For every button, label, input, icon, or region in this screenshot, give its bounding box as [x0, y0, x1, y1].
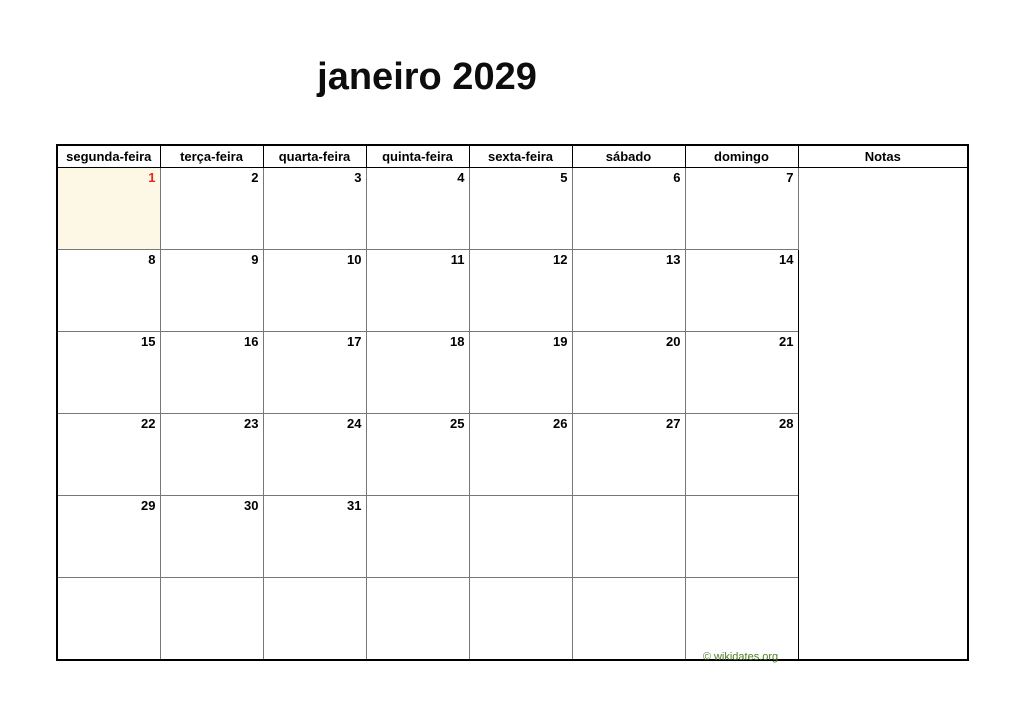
day-cell-21: 21 — [685, 332, 798, 414]
day-cell-empty — [57, 578, 160, 661]
day-cell-25: 25 — [366, 414, 469, 496]
day-cell-empty — [572, 496, 685, 578]
week-row-1 — [57, 168, 968, 250]
day-cell-22: 22 — [57, 414, 160, 496]
day-cell-13: 13 — [572, 250, 685, 332]
day-cell-6: 6 — [572, 168, 685, 250]
day-cell-empty — [366, 578, 469, 661]
day-cell-empty — [160, 578, 263, 661]
header-quinta-feira: quinta-feira — [366, 145, 469, 168]
day-cell-empty — [366, 496, 469, 578]
day-cell-20: 20 — [572, 332, 685, 414]
day-cell-11: 11 — [366, 250, 469, 332]
day-cell-4: 4 — [366, 168, 469, 250]
header-sabado: sábado — [572, 145, 685, 168]
day-cell-16: 16 — [160, 332, 263, 414]
day-cell-5: 5 — [469, 168, 572, 250]
copyright-text: © wikidates.org — [702, 651, 779, 663]
day-cell-3: 3 — [263, 168, 366, 250]
day-cell-27: 27 — [572, 414, 685, 496]
weekday-header-row — [57, 145, 968, 168]
day-cell-empty — [685, 496, 798, 578]
day-cell-30: 30 — [160, 496, 263, 578]
day-cell-24: 24 — [263, 414, 366, 496]
day-cell-2: 2 — [160, 168, 263, 250]
day-cell-empty — [572, 578, 685, 661]
header-sexta-feira: sexta-feira — [469, 145, 572, 168]
header-quarta-feira: quarta-feira — [263, 145, 366, 168]
header-terca-feira: terça-feira — [160, 145, 263, 168]
day-cell-7: 7 — [685, 168, 798, 250]
day-cell-9: 9 — [160, 250, 263, 332]
page-title: janeiro 2029 — [317, 56, 537, 98]
day-cell-18: 18 — [366, 332, 469, 414]
day-cell-empty — [685, 578, 798, 661]
header-domingo: domingo — [685, 145, 798, 168]
day-cell-empty — [469, 578, 572, 661]
day-cell-8: 8 — [57, 250, 160, 332]
day-cell-12: 12 — [469, 250, 572, 332]
day-cell-31: 31 — [263, 496, 366, 578]
day-cell-1: 1 — [57, 168, 160, 250]
day-cell-15: 15 — [57, 332, 160, 414]
day-cell-19: 19 — [469, 332, 572, 414]
day-cell-29: 29 — [57, 496, 160, 578]
day-cell-empty — [263, 578, 366, 661]
day-cell-23: 23 — [160, 414, 263, 496]
header-segunda-feira: segunda-feira — [57, 145, 160, 168]
header-notas: Notas — [798, 145, 968, 168]
day-cell-26: 26 — [469, 414, 572, 496]
day-cell-empty — [469, 496, 572, 578]
day-cell-28: 28 — [685, 414, 798, 496]
day-cell-17: 17 — [263, 332, 366, 414]
calendar-table — [56, 144, 969, 661]
day-cell-14: 14 — [685, 250, 798, 332]
day-cell-10: 10 — [263, 250, 366, 332]
notes-cell — [798, 168, 968, 661]
